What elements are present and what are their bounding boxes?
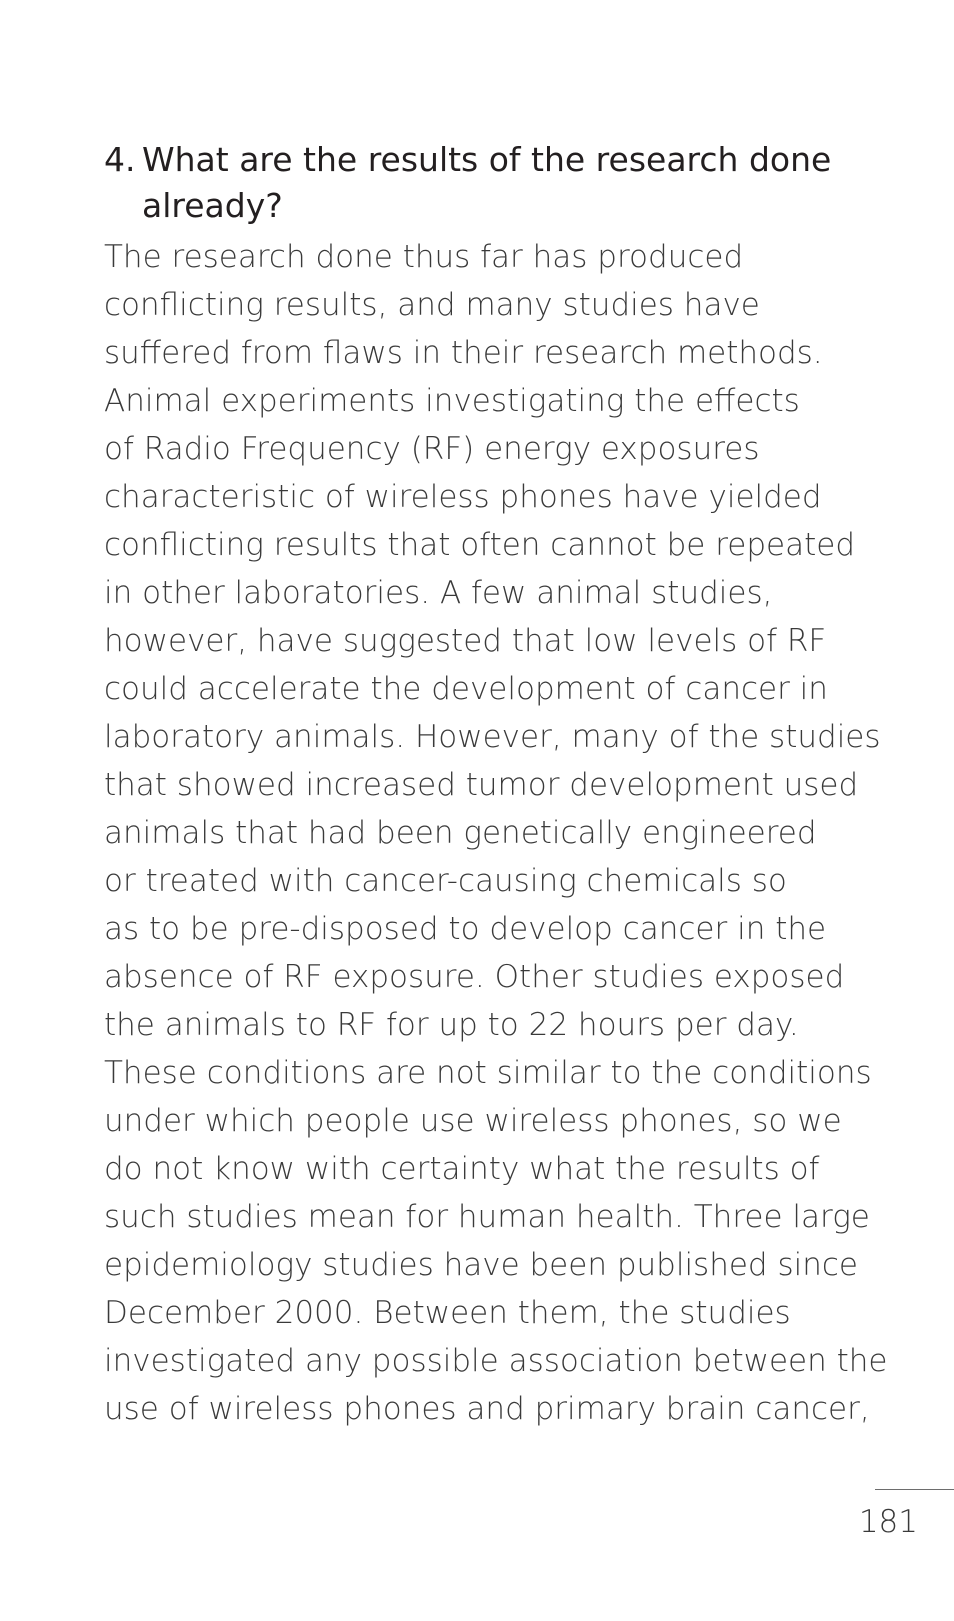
paragraph-line: The research done thus far has produced bbox=[104, 239, 744, 275]
paragraph-line: epidemiology studies have been published since bbox=[104, 1247, 858, 1283]
paragraph-line: under which people use wireless phones, so we bbox=[104, 1103, 842, 1139]
paragraph-line: characteristic of wireless phones have yielded bbox=[104, 479, 822, 515]
paragraph-line: conflicting results that often cannot be repeated bbox=[104, 527, 855, 563]
paragraph-line: laboratory animals. However, many of the studies bbox=[104, 719, 881, 755]
page-number: 181 bbox=[858, 1504, 918, 1540]
section-title: What are the results of the research done already? bbox=[142, 140, 832, 225]
section-heading bbox=[104, 137, 864, 229]
paragraph-line: use of wireless phones and primary brain cancer, bbox=[104, 1391, 870, 1427]
paragraph-line: could accelerate the development of cancer in bbox=[104, 671, 828, 707]
body-paragraph bbox=[104, 233, 904, 1433]
paragraph-line: These conditions are not similar to the conditions bbox=[104, 1055, 872, 1091]
paragraph-line: Animal experiments investigating the effects bbox=[104, 383, 800, 419]
paragraph-line: of Radio Frequency (RF) energy exposures bbox=[104, 431, 760, 467]
section-number: 4. bbox=[104, 140, 136, 179]
paragraph-line: do not know with certainty what the results of bbox=[104, 1151, 820, 1187]
paragraph-line: animals that had been genetically engineered bbox=[104, 815, 817, 851]
paragraph-line: December 2000. Between them, the studies bbox=[104, 1295, 791, 1331]
paragraph-line: in other laboratories. A few animal studies, bbox=[104, 575, 773, 611]
paragraph-line: investigated any possible association between the bbox=[104, 1343, 888, 1379]
paragraph-line: absence of RF exposure. Other studies exposed bbox=[104, 959, 845, 995]
paragraph-line: however, have suggested that low levels of RF bbox=[104, 623, 827, 659]
paragraph-line: conflicting results, and many studies have bbox=[104, 287, 760, 323]
footer-divider bbox=[875, 1489, 954, 1490]
paragraph-line: suffered from flaws in their research methods. bbox=[104, 335, 823, 371]
paragraph-line: the animals to RF for up to 22 hours per day. bbox=[104, 1007, 799, 1043]
paragraph-line: as to be pre-disposed to develop cancer in the bbox=[104, 911, 827, 947]
paragraph-line: that showed increased tumor development used bbox=[104, 767, 859, 803]
paragraph-line: such studies mean for human health. Three large bbox=[104, 1199, 870, 1235]
paragraph-line: or treated with cancer-causing chemicals so bbox=[104, 863, 787, 899]
